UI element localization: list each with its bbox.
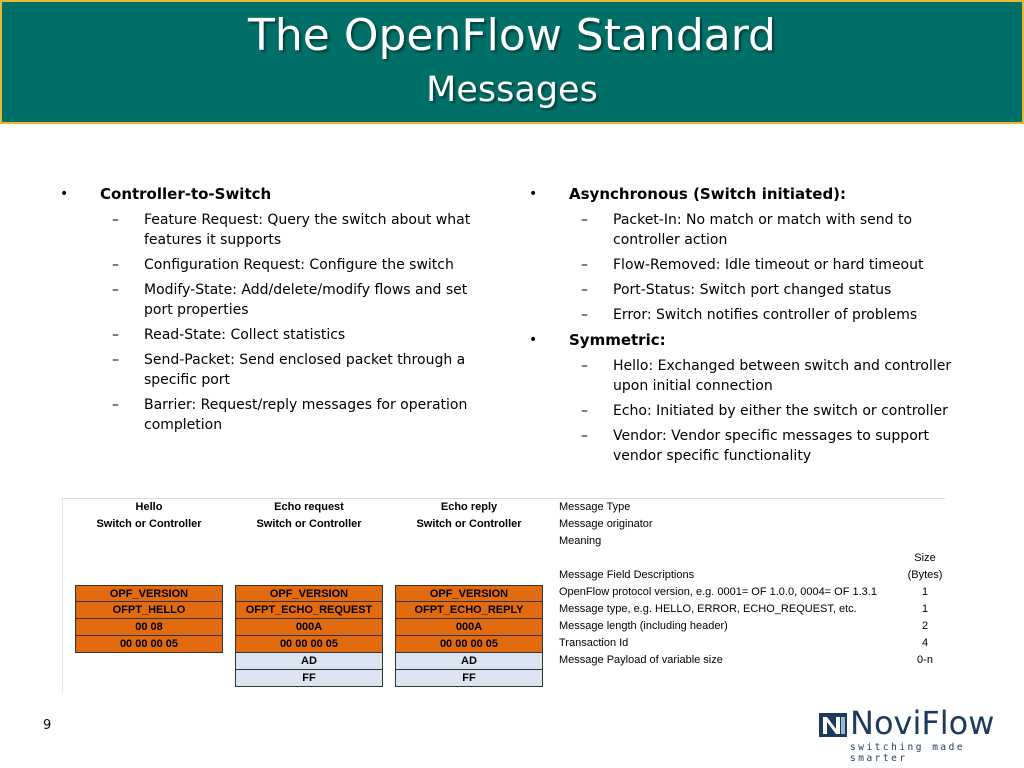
dash-marker: – xyxy=(581,403,588,419)
message-name: Echo reply xyxy=(440,501,498,513)
legend-row xyxy=(559,618,945,635)
dash-marker: – xyxy=(112,352,119,368)
legend-label: Message Field Descriptions xyxy=(559,569,695,581)
legend-label: Meaning xyxy=(559,535,602,547)
bullet-dot: • xyxy=(529,332,538,348)
dash-marker: – xyxy=(112,327,119,343)
list-item-text: Packet-In: No match or match with send to controller action xyxy=(613,212,913,248)
list-item-text: Modify-State: Add/delete/modify flows and set port properties xyxy=(144,282,468,318)
list-item xyxy=(581,255,969,275)
field-cell: 00 00 00 05 xyxy=(75,636,223,653)
field-cell: OPF_VERSION xyxy=(75,585,223,602)
dash-marker: – xyxy=(112,282,119,298)
field-cell: OFPT_HELLO xyxy=(75,602,223,619)
field-cell: 000A xyxy=(235,619,383,636)
legend-label: Message Type xyxy=(559,501,631,513)
list-item-text: Hello: Exchanged between switch and controller upon initial connection xyxy=(613,358,952,394)
size-header: Size xyxy=(914,552,936,564)
logo-name: NoviFlow xyxy=(850,704,995,742)
dash-marker: – xyxy=(581,428,588,444)
field-cell: 00 00 00 05 xyxy=(395,636,543,653)
legend-row xyxy=(559,567,945,584)
list-item-text: Barrier: Request/reply messages for operation completion xyxy=(144,397,468,433)
field-description: Message type, e.g. HELLO, ERROR, ECHO_REQUEST, etc. xyxy=(559,603,857,615)
field-description: Message length (including header) xyxy=(559,620,728,632)
field-size: 2 xyxy=(921,620,929,632)
dash-marker: – xyxy=(581,212,588,228)
dash-marker: – xyxy=(112,212,119,228)
page-number: 9 xyxy=(43,718,52,733)
dash-marker: – xyxy=(581,282,588,298)
message-originator: Switch or Controller xyxy=(96,518,202,530)
bullet-label: Controller-to-Switch xyxy=(100,185,272,203)
bullet-symmetric xyxy=(529,330,969,350)
message-originator: Switch or Controller xyxy=(256,518,362,530)
list-item xyxy=(112,210,490,250)
list-item xyxy=(112,255,490,275)
payload-cell: FF xyxy=(235,670,383,687)
message-fields xyxy=(235,585,383,687)
payload-cell: FF xyxy=(395,670,543,687)
list-item xyxy=(581,426,969,466)
legend-row xyxy=(559,652,945,669)
list-item-text: Flow-Removed: Idle timeout or hard timeout xyxy=(613,257,924,273)
bullet-dot: • xyxy=(529,186,538,202)
field-description: OpenFlow protocol version, e.g. 0001= OF 1.0.0, 0004= OF 1.3.1 xyxy=(559,586,877,598)
list-item xyxy=(112,280,490,320)
list-item-text: Configuration Request: Configure the switch xyxy=(144,257,454,273)
list-item-text: Echo: Initiated by either the switch or controller xyxy=(613,403,948,419)
size-header: (Bytes) xyxy=(907,569,943,581)
noviflow-logo xyxy=(818,704,1008,764)
dash-marker: – xyxy=(581,358,588,374)
dash-marker: – xyxy=(112,257,119,273)
logo-tagline: switching made smarter xyxy=(850,742,966,764)
message-name: Echo request xyxy=(274,501,344,513)
list-item xyxy=(581,401,969,421)
bullet-asynchronous xyxy=(529,184,969,204)
field-description-legend xyxy=(559,499,945,669)
list-item-text: Port-Status: Switch port changed status xyxy=(613,282,892,298)
field-cell: OFPT_ECHO_REPLY xyxy=(395,602,543,619)
dash-marker: – xyxy=(581,307,588,323)
field-description: Message Payload of variable size xyxy=(559,654,723,666)
slide-subtitle: Messages xyxy=(426,70,598,110)
list-item-text: Error: Switch notifies controller of problems xyxy=(613,307,918,323)
bullet-controller-to-switch xyxy=(60,184,490,204)
field-size: 0-n xyxy=(917,654,933,666)
field-cell: OPF_VERSION xyxy=(395,585,543,602)
field-description: Transaction Id xyxy=(559,637,629,649)
left-column xyxy=(60,184,490,440)
legend-row xyxy=(559,635,945,652)
legend-row xyxy=(559,550,945,567)
list-item xyxy=(581,210,969,250)
list-item-text: Read-State: Collect statistics xyxy=(144,327,346,343)
message-name: Hello xyxy=(135,501,163,513)
field-cell: 00 00 00 05 xyxy=(235,636,383,653)
bullet-dot: • xyxy=(60,186,69,202)
dash-marker: – xyxy=(581,257,588,273)
legend-row xyxy=(559,584,945,601)
legend-row xyxy=(559,516,945,533)
echo-request-message-column xyxy=(235,499,383,684)
field-size: 4 xyxy=(921,637,929,649)
list-item-text: Feature Request: Query the switch about what features it supports xyxy=(144,212,471,248)
slide-title: The OpenFlow Standard xyxy=(248,10,776,61)
message-originator: Switch or Controller xyxy=(416,518,522,530)
legend-row xyxy=(559,601,945,618)
message-fields xyxy=(395,585,543,687)
message-format-diagram xyxy=(62,498,945,693)
list-item xyxy=(581,305,969,325)
field-cell: 000A xyxy=(395,619,543,636)
list-item xyxy=(112,350,490,390)
bullet-label: Symmetric: xyxy=(569,331,666,349)
message-fields xyxy=(75,585,223,653)
payload-cell: AD xyxy=(235,653,383,670)
list-item-text: Send-Packet: Send enclosed packet through a specific port xyxy=(144,352,466,388)
list-item xyxy=(581,356,969,396)
list-item xyxy=(112,395,490,435)
field-cell: OPF_VERSION xyxy=(235,585,383,602)
bullet-label: Asynchronous (Switch initiated): xyxy=(569,185,847,203)
legend-row xyxy=(559,499,945,516)
hello-message-column xyxy=(75,499,223,650)
field-size: 1 xyxy=(921,603,929,615)
dash-marker: – xyxy=(112,397,119,413)
right-column xyxy=(529,184,969,471)
list-item xyxy=(581,280,969,300)
title-bar xyxy=(0,0,1024,124)
list-item xyxy=(112,325,490,345)
list-item-text: Vendor: Vendor specific messages to support vendor specific functionality xyxy=(613,428,930,464)
logo-mark-icon xyxy=(818,710,848,740)
field-cell: OFPT_ECHO_REQUEST xyxy=(235,602,383,619)
echo-reply-message-column xyxy=(395,499,543,684)
legend-row xyxy=(559,533,945,550)
payload-cell: AD xyxy=(395,653,543,670)
field-size: 1 xyxy=(921,586,929,598)
field-cell: 00 08 xyxy=(75,619,223,636)
legend-label: Message originator xyxy=(559,518,653,530)
